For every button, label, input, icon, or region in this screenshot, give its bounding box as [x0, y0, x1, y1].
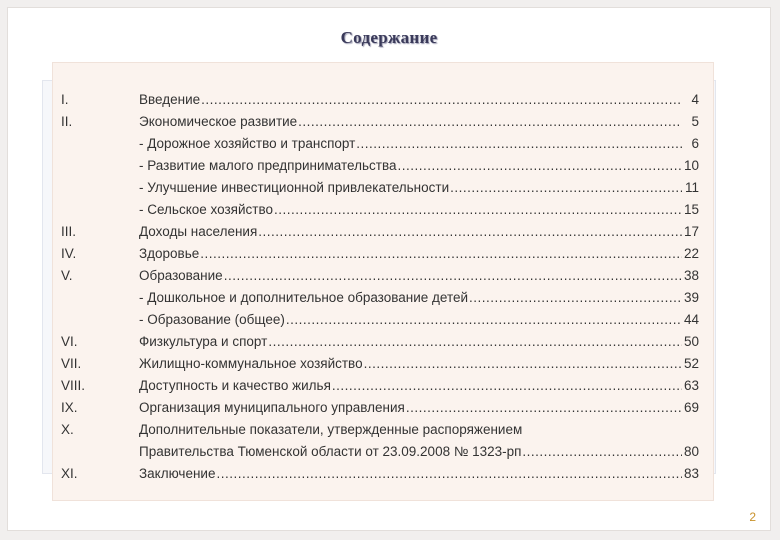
toc-entry-number: IX. — [61, 400, 78, 415]
toc-entry-title: Правительства Тюменской области от 23.09.2008 № 1323-рп — [139, 444, 522, 459]
toc-entry-page: 52 — [683, 356, 699, 371]
toc-entry-title: Здоровье — [139, 246, 200, 261]
toc-entry-page: 15 — [683, 202, 699, 217]
toc-entry-page: 44 — [683, 312, 699, 327]
toc-dot-leader — [201, 89, 682, 111]
toc-entry-page: 39 — [683, 290, 699, 305]
toc-entry — [61, 265, 699, 287]
toc-entry-page: 63 — [683, 378, 699, 393]
toc-entry-page: 4 — [691, 92, 699, 107]
toc-entry-title: Доступность и качество жилья — [139, 378, 331, 393]
toc-dot-leader — [522, 441, 682, 463]
toc-entry-number: VIII. — [61, 378, 86, 393]
slide — [8, 8, 770, 530]
toc-dot-leader — [258, 221, 682, 243]
toc-entry-page: 6 — [691, 136, 699, 151]
slide-number: 2 — [749, 510, 756, 524]
toc-dot-leader — [268, 331, 682, 353]
toc-entry — [61, 419, 699, 441]
toc-entry-title: - Развитие малого предпринимательства — [139, 158, 397, 173]
toc-dot-leader — [200, 243, 682, 265]
toc-entry-page: 10 — [683, 158, 699, 173]
toc-dot-leader — [364, 353, 682, 375]
toc-entry-number: VI. — [61, 334, 78, 349]
toc-dot-leader — [397, 155, 682, 177]
toc-entry-title: Экономическое развитие — [139, 114, 298, 129]
toc-entry-number: III. — [61, 224, 77, 239]
toc-dot-leader — [286, 309, 682, 331]
toc-entry — [61, 155, 699, 177]
toc-entry — [61, 397, 699, 419]
toc-entry-page: 17 — [683, 224, 699, 239]
toc-entry-page: 50 — [683, 334, 699, 349]
toc-entry — [61, 133, 699, 155]
toc-entry-title: Введение — [139, 92, 201, 107]
toc-entry-number: VII. — [61, 356, 82, 371]
toc-entry — [61, 199, 699, 221]
toc-entry-title: Организация муниципального управления — [139, 400, 405, 415]
toc-entry-number: XI. — [61, 466, 78, 481]
toc-entry-number: X. — [61, 422, 74, 437]
toc-dot-leader — [332, 375, 682, 397]
toc-dot-leader — [224, 265, 682, 287]
table-of-contents — [61, 89, 699, 485]
toc-dot-leader — [356, 133, 682, 155]
toc-entry-title: - Сельское хозяйство — [139, 202, 273, 217]
toc-entry-number: V. — [61, 268, 73, 283]
toc-entry-page: 83 — [683, 466, 699, 481]
toc-entry — [61, 221, 699, 243]
toc-entry-title: Заключение — [139, 466, 216, 481]
toc-entry-title: Образование — [139, 268, 223, 283]
toc-entry-title: - Образование (общее) — [139, 312, 285, 327]
toc-entry-page: 38 — [683, 268, 699, 283]
toc-entry — [61, 331, 699, 353]
toc-entry — [61, 309, 699, 331]
toc-dot-leader — [469, 287, 682, 309]
toc-entry-page: 69 — [683, 400, 699, 415]
toc-entry — [61, 177, 699, 199]
toc-entry-title: Жилищно-коммунальное хозяйство — [139, 356, 363, 371]
toc-entry-title: Доходы населения — [139, 224, 258, 239]
toc-entry — [61, 441, 699, 463]
toc-entry-title: Дополнительные показатели, утвержденные распоряжением — [139, 422, 523, 437]
toc-entry — [61, 353, 699, 375]
toc-entry — [61, 463, 699, 485]
toc-entry-page: 22 — [683, 246, 699, 261]
toc-entry-page: 5 — [691, 114, 699, 129]
toc-entry — [61, 375, 699, 397]
toc-entry-title: - Дорожное хозяйство и транспорт — [139, 136, 356, 151]
toc-entry-page: 11 — [684, 180, 699, 195]
toc-dot-leader — [216, 463, 682, 485]
toc-panel — [52, 62, 714, 501]
toc-entry-title: - Улучшение инвестиционной привлекательности — [139, 180, 450, 195]
toc-entry-number: I. — [61, 92, 69, 107]
toc-entry — [61, 111, 699, 133]
toc-dot-leader — [298, 111, 682, 133]
toc-entry — [61, 287, 699, 309]
toc-entry-title: - Дошкольное и дополнительное образование детей — [139, 290, 469, 305]
toc-entry-number: IV. — [61, 246, 77, 261]
toc-dot-leader — [406, 397, 682, 419]
toc-entry-page: 80 — [683, 444, 699, 459]
toc-entry — [61, 89, 699, 111]
toc-entry — [61, 243, 699, 265]
toc-dot-leader — [450, 177, 682, 199]
toc-entry-title: Физкультура и спорт — [139, 334, 268, 349]
page-title: Содержание — [340, 28, 438, 47]
toc-entry-number: II. — [61, 114, 73, 129]
toc-dot-leader — [274, 199, 682, 221]
